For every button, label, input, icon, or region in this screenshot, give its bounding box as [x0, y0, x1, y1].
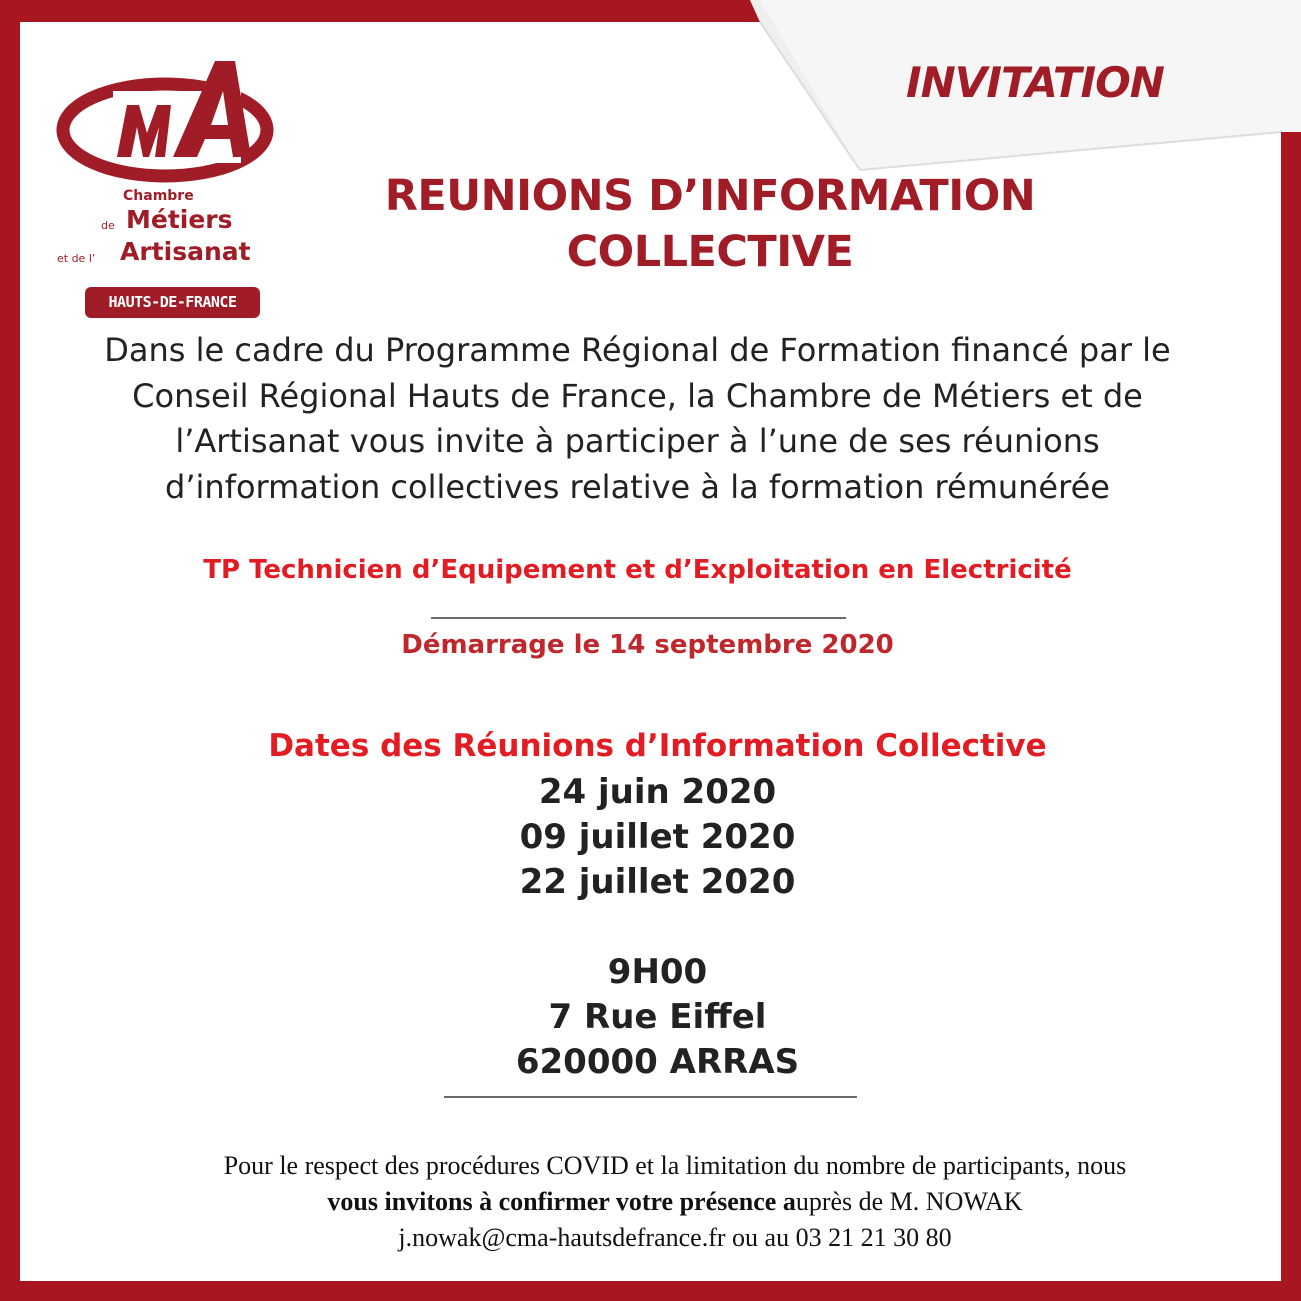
cma-logo	[55, 55, 295, 320]
footer-line2-bold: vous invitons à confirmer votre présence a	[327, 1187, 796, 1216]
page-title-line1: REUNIONS D’INFORMATION	[384, 171, 1036, 221]
divider-bottom	[444, 1096, 857, 1098]
start-date: Démarrage le 14 septembre 2020	[401, 630, 894, 660]
logo-text-et-de-l: et de l’	[57, 252, 96, 265]
logo-text-artisanat: Artisanat	[120, 237, 251, 266]
logo-region-badge: HAUTS-DE-FRANCE	[85, 287, 260, 318]
meeting-date: 22 juillet 2020	[519, 862, 796, 902]
page-title-line2: COLLECTIVE	[566, 227, 854, 277]
cma-logo-mark	[55, 55, 295, 185]
meeting-date: 09 juillet 2020	[519, 817, 796, 857]
meeting-address-street: 7 Rue Eiffel	[548, 997, 767, 1037]
logo-text-metiers: Métiers	[126, 205, 233, 234]
divider-top	[431, 617, 846, 619]
footer-line2-rest: uprès de M. NOWAK	[795, 1187, 1023, 1216]
logo-text-chambre: Chambre	[123, 188, 194, 204]
meeting-dates-heading: Dates des Réunions d’Information Collective	[268, 728, 1047, 764]
logo-text-de: de	[101, 219, 115, 232]
footer-contact: j.nowak@cma-hautsdefrance.fr ou au 03 21 21 30 80	[398, 1223, 952, 1252]
meeting-address-city: 620000 ARRAS	[515, 1042, 800, 1082]
footer-note	[90, 1148, 1260, 1256]
footer-line2	[90, 1184, 1260, 1220]
frame-right-border	[1281, 132, 1301, 1301]
invitation-label: INVITATION	[906, 58, 1164, 107]
meeting-date-list	[350, 770, 965, 905]
meeting-time: 9H00	[607, 952, 708, 992]
meeting-time-place	[350, 950, 965, 1085]
meeting-date: 24 juin 2020	[538, 772, 777, 812]
intro-paragraph: Dans le cadre du Programme Régional de Formation financé par le Conseil Régional Hauts de France, la Chambre de Métiers et de l’Artisanat vous invite à participer à l’une de ses réunions d’information collectives relative à la formation rémunérée	[104, 331, 1171, 506]
footer-line1: Pour le respect des procédures COVID et la limitation du nombre de participants, nous	[223, 1151, 1127, 1180]
program-title: TP Technicien d’Equipement et d’Exploitation en Electricité	[203, 555, 1072, 585]
page-title	[300, 168, 1120, 280]
